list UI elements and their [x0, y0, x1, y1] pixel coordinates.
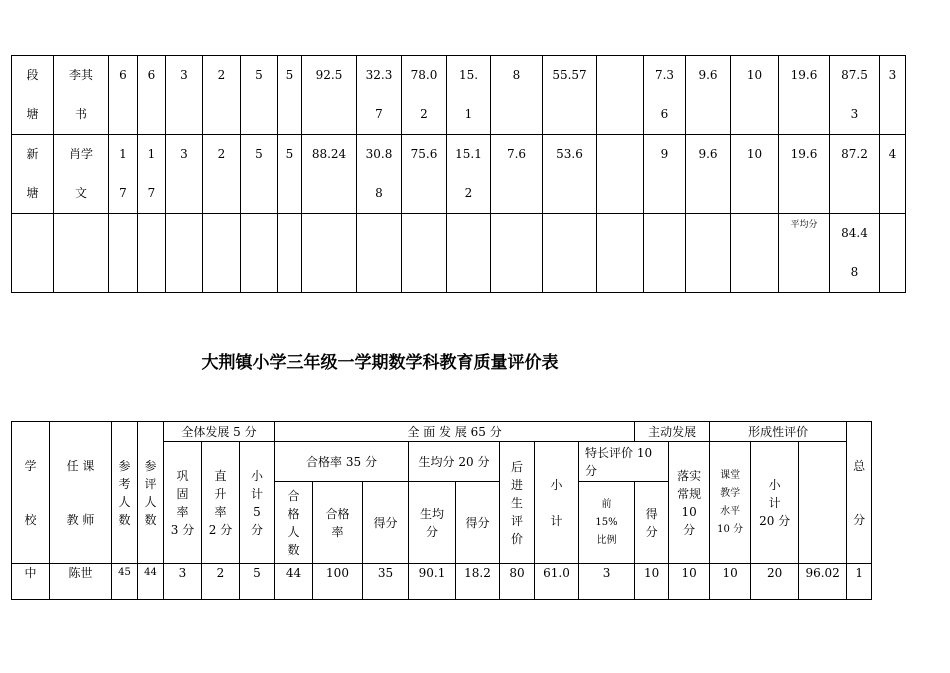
- value-cell: 5: [253, 566, 261, 580]
- value-cell: 44: [144, 567, 157, 578]
- value-cell: 20: [766, 566, 783, 580]
- rank-cell: 1: [855, 566, 863, 580]
- value-cell: 3: [178, 566, 187, 580]
- value-cell: 44: [285, 566, 302, 580]
- header-exam-count: 参 考 人 数: [118, 458, 131, 527]
- value-cell: 10: [722, 566, 738, 580]
- header-overall-dev: 全体发展 5 分: [181, 424, 257, 439]
- teacher-cell: 陈世: [68, 566, 93, 580]
- value-cell: 10: [746, 68, 763, 82]
- value-cell: 15.1 2: [455, 147, 482, 200]
- header-lagging: 后 进 生 评 价: [510, 459, 523, 546]
- value-cell: 10: [681, 566, 697, 580]
- average-label: 平均分: [790, 220, 818, 230]
- header-school: 学 校: [24, 458, 37, 527]
- header-row-1: [12, 422, 872, 442]
- value-cell: 88.24: [311, 147, 347, 161]
- header-pass-count: 合 格 人 数: [287, 488, 300, 557]
- header-formative: 形成性评价: [748, 424, 809, 439]
- value-cell: 1 7: [147, 147, 156, 200]
- table-row: [12, 135, 906, 214]
- value-cell: 55.57: [552, 68, 587, 82]
- score-table-top: [11, 55, 906, 293]
- value-cell: 45: [118, 567, 131, 578]
- table-row: [12, 564, 872, 600]
- header-top15: 前 15% 比例: [595, 498, 618, 546]
- value-cell: 6: [119, 68, 127, 82]
- value-cell: 9.6: [698, 68, 718, 82]
- value-cell: 87.5 3: [841, 68, 868, 121]
- header-score: 得 分: [645, 506, 658, 539]
- header-consolidation: 巩 固 率 3 分: [170, 468, 195, 537]
- value-cell: 2: [217, 68, 226, 82]
- value-cell: 2: [217, 147, 226, 161]
- value-cell: 19.6: [790, 68, 818, 82]
- value-cell: 8: [512, 68, 521, 82]
- value-cell: 75.6: [410, 147, 438, 161]
- table-row-average: [12, 214, 906, 293]
- page-title: 大荆镇小学三年级一学期数学科教育质量评价表: [201, 353, 559, 373]
- header-routine: 落实 常规 10 分: [677, 468, 702, 537]
- header-average-score: 生均 分: [419, 506, 444, 539]
- value-cell: 96.02: [805, 566, 840, 580]
- header-teacher: 任 课 教 师: [66, 458, 95, 527]
- value-cell: 9: [660, 147, 669, 161]
- value-cell: 92.5: [315, 68, 343, 82]
- value-cell: 1 7: [119, 147, 127, 200]
- rank-cell: 3: [888, 68, 897, 82]
- value-cell: 5: [255, 147, 263, 161]
- header-full-dev: 全 面 发 展 65 分: [407, 424, 502, 439]
- header-active-dev: 主动发展: [648, 424, 697, 439]
- header-score: 得分: [465, 515, 490, 530]
- header-pass-percent: 合格 率: [325, 506, 350, 539]
- header-subtotal-20: 小 计 20 分: [759, 477, 791, 528]
- value-cell: 87.2: [841, 147, 868, 161]
- value-cell: 3: [602, 566, 611, 580]
- value-cell: 32.3 7: [365, 68, 393, 121]
- value-cell: 7.6: [506, 147, 527, 161]
- value-cell: 30.8 8: [365, 147, 393, 200]
- header-special: 特长评价 10 分: [585, 445, 653, 478]
- teacher-cell: 肖学 文: [68, 147, 93, 200]
- school-cell: 新 塘: [26, 147, 39, 200]
- value-cell: 80: [509, 566, 525, 580]
- school-cell: 段 塘: [26, 68, 39, 121]
- header-promotion: 直 升 率 2 分: [208, 468, 233, 537]
- header-score: 得分: [373, 515, 398, 530]
- value-cell: 6: [147, 68, 156, 82]
- header-pass-rate: 合格率 35 分: [306, 454, 377, 469]
- average-value: 84.4 8: [841, 226, 868, 279]
- header-average: 生均分 20 分: [418, 454, 490, 469]
- value-cell: 9.6: [698, 147, 718, 161]
- table-row: [12, 56, 906, 135]
- value-cell: 78.0 2: [410, 68, 438, 121]
- value-cell: 2: [216, 566, 225, 580]
- teacher-cell: 李其 书: [68, 68, 93, 121]
- value-cell: 18.2: [464, 566, 491, 580]
- value-cell: 3: [180, 147, 188, 161]
- value-cell: 7.3 6: [654, 68, 675, 121]
- value-cell: 53.6: [556, 147, 583, 161]
- value-cell: 5: [255, 68, 263, 82]
- value-cell: 61.0: [543, 566, 570, 580]
- value-cell: 90.1: [418, 566, 446, 580]
- header-eval-count: 参 评 人 数: [144, 458, 157, 527]
- value-cell: 35: [377, 566, 394, 580]
- value-cell: 100: [326, 566, 349, 580]
- header-total: 总 分: [853, 458, 866, 527]
- header-subtotal-5: 小 计 5 分: [250, 468, 263, 537]
- school-cell: 中: [24, 566, 37, 580]
- header-teaching: 课堂 教学 水平 10 分: [717, 469, 744, 535]
- value-cell: 3: [180, 68, 188, 82]
- value-cell: 10: [643, 566, 660, 580]
- evaluation-table: [11, 421, 872, 600]
- value-cell: 10: [746, 147, 763, 161]
- value-cell: 19.6: [790, 147, 818, 161]
- value-cell: 15. 1: [458, 68, 479, 121]
- value-cell: 5: [285, 68, 294, 82]
- value-cell: 5: [285, 147, 294, 161]
- rank-cell: 4: [888, 147, 897, 161]
- header-subtotal: 小 计: [550, 477, 563, 528]
